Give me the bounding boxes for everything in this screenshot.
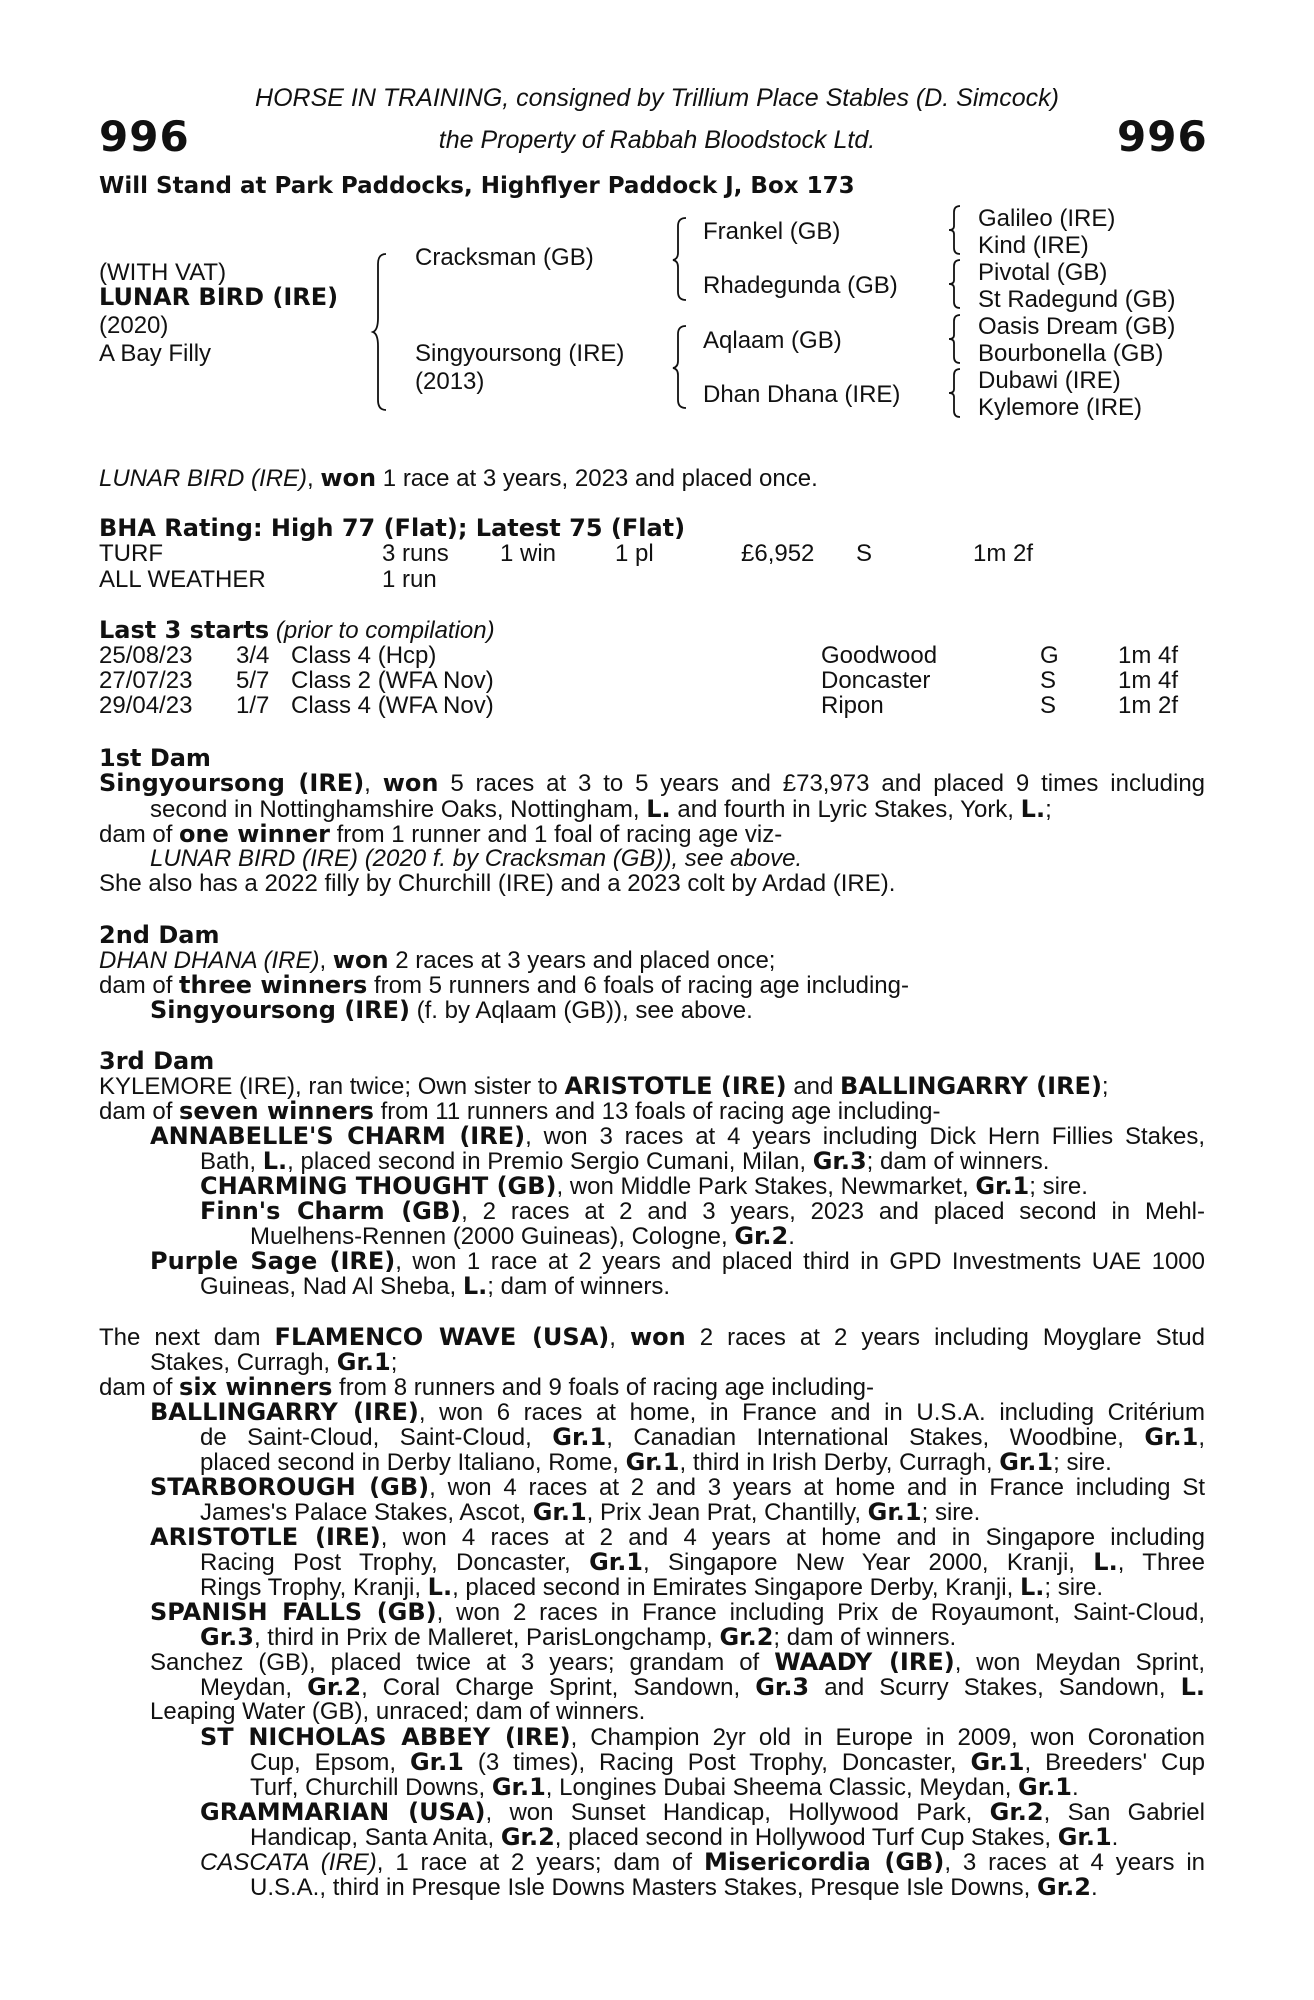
pedigree-brace-g3-2 (948, 258, 964, 310)
cascata-line-2: U.S.A., third in Presque Isle Downs Masters Stakes, Presque Isle Downs, Gr.2. (250, 1873, 1098, 1901)
start-position: 5/7 (236, 667, 270, 694)
leaping-water-line: Leaping Water (GB), unraced; dam of winners. (150, 1698, 646, 1725)
second-dam-heading: 2nd Dam (99, 921, 220, 949)
turf-wins: 1 win (500, 540, 557, 567)
second-dam-name: DHAN DHANA (IRE) (99, 947, 320, 974)
sire-dam: Rhadegunda (GB) (703, 272, 898, 299)
last-starts-heading (99, 617, 495, 644)
stand-location: Will Stand at Park Paddocks, Highflyer Paddock J, Box 173 (99, 173, 855, 199)
spanish-falls-line-1: SPANISH FALLS (GB), won 2 races in France including Prix de Royaumont, Saint-Cloud, (150, 1598, 1206, 1626)
charming-thought-line: CHARMING THOUGHT (GB), won Middle Park Stakes, Newmarket, Gr.1; sire. (200, 1172, 1088, 1200)
start-date: 25/08/23 (99, 642, 193, 669)
gen3-kylemore: Kylemore (IRE) (978, 394, 1143, 421)
pedigree-brace-dam (672, 324, 692, 410)
next-dam-line-1: The next dam FLAMENCO WAVE (USA), won 2 races at 2 years including Moyglare Stud (99, 1323, 1205, 1351)
spanish-falls-line-2: Gr.3, third in Prix de Malleret, ParisLongchamp, Gr.2; dam of winners. (200, 1623, 957, 1651)
aw-runs: 1 run (382, 566, 437, 593)
turf-label: TURF (99, 540, 163, 567)
consignor-line: HORSE IN TRAINING, consigned by Trillium Place Stables (D. Simcock) (255, 84, 1059, 112)
sanchez-line-2: Meydan, Gr.2, Coral Charge Sprint, Sandown, Gr.3 and Scurry Stakes, Sandown, L. (200, 1673, 1206, 1701)
start-position: 1/7 (236, 692, 270, 719)
pedigree-brace-g3-4 (948, 367, 964, 419)
first-dam-record: 5 races at 3 to 5 years and £73,973 and placed 9 times including (450, 770, 1206, 797)
gen3-pivotal: Pivotal (GB) (978, 259, 1108, 286)
ballingarry-line-3: placed second in Derby Italiano, Rome, Gr.1, third in Irish Derby, Curragh, Gr.1; sire. (200, 1448, 1112, 1476)
start-course: Doncaster (821, 667, 931, 694)
annabelles-charm-line-2: Bath, L., placed second in Premio Sergio Cumani, Milan, Gr.3; dam of winners. (200, 1147, 1050, 1175)
grammarian-line-1: GRAMMARIAN (USA), won Sunset Handicap, Hollywood Park, Gr.2, San Gabriel (200, 1798, 1205, 1826)
next-dam-line-3: dam of six winners from 8 runners and 9 foals of racing age including- (99, 1373, 875, 1401)
purple-sage-line-1: Purple Sage (IRE), won 1 race at 2 years and placed third in GPD Investments UAE 1000 (150, 1247, 1205, 1275)
sire-sire: Frankel (GB) (703, 218, 841, 245)
start-date: 29/04/23 (99, 692, 193, 719)
ballingarry-line-2: de Saint-Cloud, Saint-Cloud, Gr.1, Canadian International Stakes, Woodbine, Gr.1, (200, 1423, 1205, 1451)
dam: Singyoursong (IRE) (415, 340, 625, 367)
dam-year: (2013) (415, 368, 485, 395)
st-nicholas-abbey-line-1: ST NICHOLAS ABBEY (IRE), Champion 2yr old in Europe in 2009, won Coronation (200, 1723, 1205, 1751)
last-start-row (99, 668, 1199, 694)
start-position: 3/4 (236, 642, 270, 669)
gen3-bourbonella: Bourbonella (GB) (978, 340, 1164, 367)
summary-horse-name: LUNAR BIRD (IRE) (99, 465, 308, 492)
starborough-line-2: James's Palace Stakes, Ascot, Gr.1, Prix Jean Prat, Chantilly, Gr.1; sire. (200, 1498, 981, 1526)
vat-status: (WITH VAT) (99, 259, 227, 286)
pedigree-brace-g3-1 (948, 204, 964, 256)
rating-title: BHA Rating: High 77 (Flat); Latest 75 (Flat) (99, 514, 686, 542)
gen3-dubawi: Dubawi (IRE) (978, 367, 1121, 394)
sire: Cracksman (GB) (415, 244, 594, 271)
start-race: Class 4 (WFA Nov) (291, 692, 494, 719)
start-going: S (1040, 667, 1057, 694)
aristotle-line-1: ARISTOTLE (IRE), won 4 races at 2 and 4 years at home and in Singapore including (150, 1523, 1206, 1551)
lot-number-left: 996 (99, 112, 190, 161)
finns-charm-line-1: Finn's Charm (GB), 2 races at 2 and 3 years, 2023 and placed second in Mehl- (200, 1197, 1206, 1225)
start-course: Goodwood (821, 642, 938, 669)
gen3-oasis-dream: Oasis Dream (GB) (978, 313, 1176, 340)
turf-placed: 1 pl (615, 540, 654, 567)
last-start-row (99, 693, 1199, 719)
start-distance: 1m 4f (1118, 667, 1179, 694)
starborough-line-1: STARBOROUGH (GB), won 4 races at 2 and 3 years at home and in France including St (150, 1473, 1205, 1501)
horse-description: A Bay Filly (99, 340, 212, 367)
turf-earnings: £6,952 (741, 540, 815, 567)
race-summary: LUNAR BIRD (IRE), won 1 race at 3 years, 2023 and placed once. (99, 464, 818, 492)
first-dam-name: Singyoursong (IRE) (99, 769, 365, 797)
cascata-line-1: CASCATA (IRE), 1 race at 2 years; dam of Misericordia (GB), 3 races at 4 years in (200, 1848, 1206, 1876)
start-distance: 1m 4f (1118, 642, 1179, 669)
annabelles-charm-line-1: ANNABELLE'S CHARM (IRE), won 3 races at 4 years including Dick Hern Fillies Stakes, (150, 1122, 1205, 1150)
first-dam-progeny: LUNAR BIRD (IRE) (2020 f. by Cracksman (GB)), see above. (150, 845, 803, 872)
gen3-st-radegund: St Radegund (GB) (978, 286, 1176, 313)
sanchez-line-1: Sanchez (GB), placed twice at 3 years; grandam of WAADY (IRE), won Meydan Sprint, (150, 1648, 1205, 1676)
aristotle-line-3: Rings Trophy, Kranji, L., placed second in Emirates Singapore Derby, Kranji, L.; sire. (200, 1573, 1104, 1601)
first-dam-line-1: Singyoursong (IRE), won 5 races at 3 to 5 years and £73,973 and placed 9 times including (99, 769, 1206, 797)
summary-text: 1 race at 3 years, 2023 and placed once. (382, 465, 818, 492)
first-dam-heading: 1st Dam (99, 744, 211, 772)
horse-name: LUNAR BIRD (IRE) (99, 283, 339, 311)
third-dam-heading: 3rd Dam (99, 1047, 215, 1075)
grammarian-line-2: Handicap, Santa Anita, Gr.2, placed second in Hollywood Turf Cup Stakes, Gr.1. (250, 1823, 1119, 1851)
last-start-row (99, 643, 1199, 669)
start-going: S (1040, 692, 1057, 719)
gen3-kind: Kind (IRE) (978, 232, 1089, 259)
owner-line: the Property of Rabbah Bloodstock Ltd. (438, 126, 876, 154)
pedigree-brace-g3-3 (948, 313, 964, 365)
turf-going: S (856, 540, 873, 567)
pedigree-brace-main (372, 252, 392, 412)
second-dam-line-2: dam of three winners from 5 runners and 6 foals of racing age including- (99, 971, 909, 999)
summary-won: won (320, 464, 377, 492)
second-dam-line-1: DHAN DHANA (IRE), won 2 races at 3 years and placed once; (99, 946, 776, 974)
pedigree-brace-sire (672, 216, 692, 302)
start-course: Ripon (821, 692, 884, 719)
winners-count: one winner (179, 820, 330, 848)
start-going: G (1040, 642, 1059, 669)
aw-label: ALL WEATHER (99, 566, 266, 593)
first-dam-note: She also has a 2022 filly by Churchill (IRE) and a 2023 colt by Ardad (IRE). (99, 870, 896, 897)
all-weather-record (99, 567, 1199, 593)
dam-sire: Aqlaam (GB) (703, 327, 842, 354)
first-dam-line-2: second in Nottinghamshire Oaks, Nottingham, L. and fourth in Lyric Stakes, York, L.; (150, 795, 1052, 823)
turf-runs: 3 runs (382, 540, 449, 567)
last-starts-title: Last 3 starts (99, 616, 270, 644)
aristotle-line-2: Racing Post Trophy, Doncaster, Gr.1, Singapore New Year 2000, Kranji, L., Three (200, 1548, 1205, 1576)
second-dam-line-3: Singyoursong (IRE) (f. by Aqlaam (GB)), see above. (150, 996, 753, 1024)
start-date: 27/07/23 (99, 667, 193, 694)
start-race: Class 2 (WFA Nov) (291, 667, 494, 694)
first-dam-line-3: dam of one winner from 1 runner and 1 foal of racing age viz- (99, 820, 783, 848)
next-dam-line-2: Stakes, Curragh, Gr.1; (150, 1348, 398, 1376)
turf-distance: 1m 2f (973, 540, 1034, 567)
dam-dam: Dhan Dhana (IRE) (703, 381, 901, 408)
start-distance: 1m 2f (1118, 692, 1179, 719)
purple-sage-line-2: Guineas, Nad Al Sheba, L.; dam of winners. (200, 1272, 671, 1300)
third-dam-line-1: KYLEMORE (IRE), ran twice; Own sister to ARISTOTLE (IRE) and BALLINGARRY (IRE); (99, 1072, 1109, 1100)
won-label: won (382, 769, 439, 797)
start-race: Class 4 (Hcp) (291, 642, 437, 669)
turf-record (99, 541, 1199, 567)
lot-number-right: 996 (1117, 112, 1208, 161)
gen3-galileo: Galileo (IRE) (978, 205, 1116, 232)
last-starts-note: (prior to compilation) (275, 617, 495, 644)
ballingarry-line-1: BALLINGARRY (IRE), won 6 races at home, in France and in U.S.A. including Critérium (150, 1398, 1206, 1426)
st-nicholas-abbey-line-2: Cup, Epsom, Gr.1 (3 times), Racing Post Trophy, Doncaster, Gr.1, Breeders' Cup (250, 1748, 1206, 1776)
horse-year: (2020) (99, 312, 169, 339)
st-nicholas-abbey-line-3: Turf, Churchill Downs, Gr.1, Longines Dubai Sheema Classic, Meydan, Gr.1. (250, 1773, 1079, 1801)
third-dam-line-2: dam of seven winners from 11 runners and 13 foals of racing age including- (99, 1097, 941, 1125)
finns-charm-line-2: Muelhens-Rennen (2000 Guineas), Cologne, Gr.2. (250, 1222, 795, 1250)
